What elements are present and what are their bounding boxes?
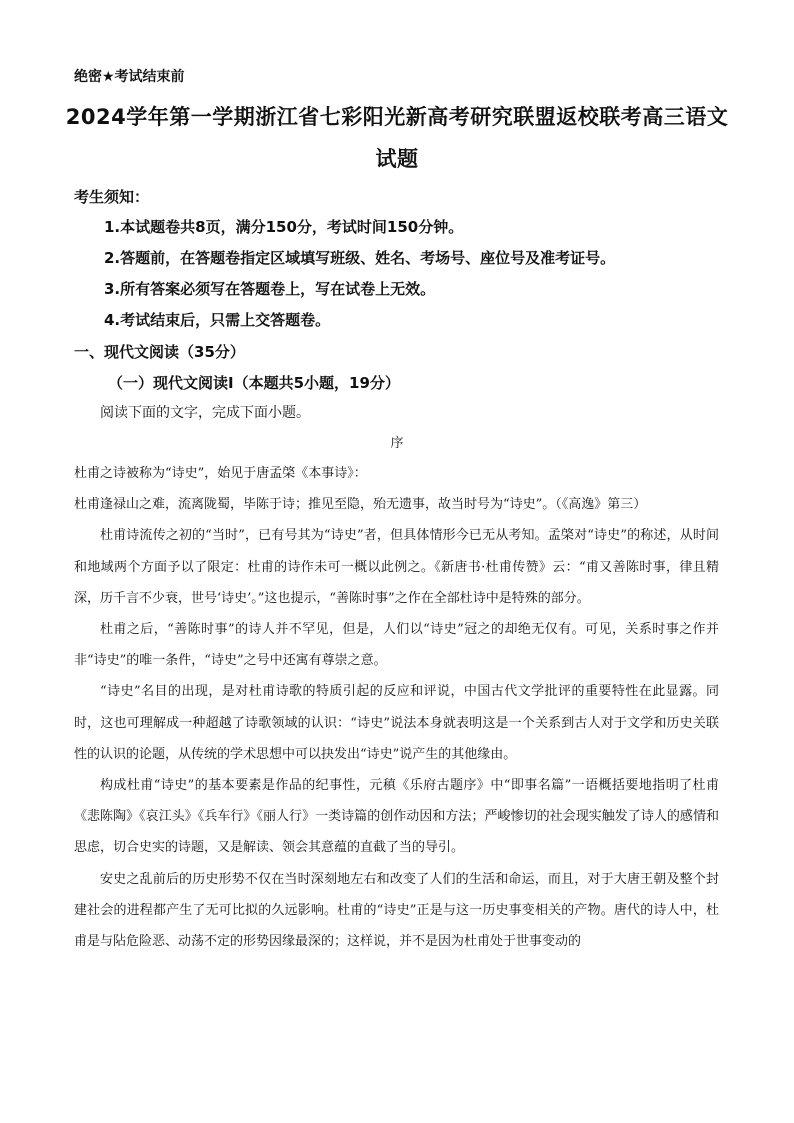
- notice-heading: 考生须知：: [74, 188, 150, 206]
- essay-paragraph: “诗史”名目的出现，是对杜甫诗歌的特质引起的反应和评说，中国古代文学批评的重要特性在此显露。同时，这也可理解成一种超越了诗歌领域的认识：“诗史”说法本身就表明这是一个关系到古人对于文学和历史关联性的认识的论题，从传统的学术思想中可以抉发出“诗史”说产生的其他缘由。: [74, 684, 719, 762]
- section-heading: 一、现代文阅读（35分）: [74, 343, 245, 361]
- reading-instruction: 阅读下面的文字，完成下面小题。: [100, 405, 310, 421]
- essay-body: [74, 458, 719, 957]
- essay-title: 序: [390, 436, 404, 451]
- confidential-mark: 绝密★考试结束前: [74, 69, 185, 85]
- subsection-heading: （一）现代文阅读Ⅰ（本题共5小题，19分）: [108, 374, 400, 392]
- essay-paragraph: 安史之乱前后的历史形势不仅在当时深刻地左右和改变了人们的生活和命运，而且，对于大唐王朝及整个封建社会的进程都产生了无可比拟的久远影响。杜甫的“诗史”正是与这一历史事变相关的产物。唐代的诗人中，杜甫是与阽危险恶、动荡不定的形势因缘最深的；这样说，并不是因为杜甫处于世事变动的: [74, 871, 719, 950]
- essay-quotation: 杜甫逢禄山之难，流离陇蜀，毕陈于诗；推见至隐，殆无遗事，故当时号为“诗史”。（《高逸》第三）: [74, 497, 647, 513]
- exam-title: 2024学年第一学期浙江省七彩阳光新高考研究联盟返校联考高三语文: [65, 105, 729, 129]
- essay-paragraph: 杜甫之诗被称为“诗史”，始见于唐孟棨《本事诗》：: [74, 466, 367, 481]
- essay-paragraph: 构成杜甫“诗史”的基本要素是作品的纪事性，元稹《乐府古题序》中“即事名篇”一语概括要地指明了杜甫《悲陈陶》《哀江头》《兵车行》《丽人行》一类诗篇的创作动因和方法；严峻惨切的社会现实触发了诗人的感情和思虑，切合史实的诗题，又是解读、领会其意蕴的直截了当的导引。: [74, 778, 719, 856]
- essay-paragraph: 杜甫诗流传之初的“当时”，已有号其为“诗史”者，但具体情形今已无从考知。孟棨对“诗史”的称述，从时间和地域两个方面予以了限定：杜甫的诗作未可一概以此例之。《新唐书·杜甫传赞》云：“甫又善陈时事，律且精深，历千言不少衰，世号‘诗史’。”这也提示，“善陈时事”之作在全部杜诗中是特殊的部分。: [74, 528, 719, 606]
- notice-item: 3.所有答案必须写在答题卷上，写在试卷上无效。: [104, 280, 436, 298]
- notice-item: 1.本试题卷共8页，满分150分，考试时间150分钟。: [104, 218, 464, 236]
- notice-item: 2.答题前，在答题卷指定区域填写班级、姓名、考场号、座位号及准考证号。: [104, 249, 616, 267]
- exam-title-continued: 试题: [375, 147, 419, 171]
- essay-paragraph: 杜甫之后，“善陈时事”的诗人并不罕见，但是，人们以“诗史”冠之的却绝无仅有。可见，关系时事之作并非“诗史”的唯一条件，“诗史”之号中还寓有尊崇之意。: [74, 622, 719, 669]
- notice-item: 4.考试结束后，只需上交答题卷。: [104, 311, 331, 329]
